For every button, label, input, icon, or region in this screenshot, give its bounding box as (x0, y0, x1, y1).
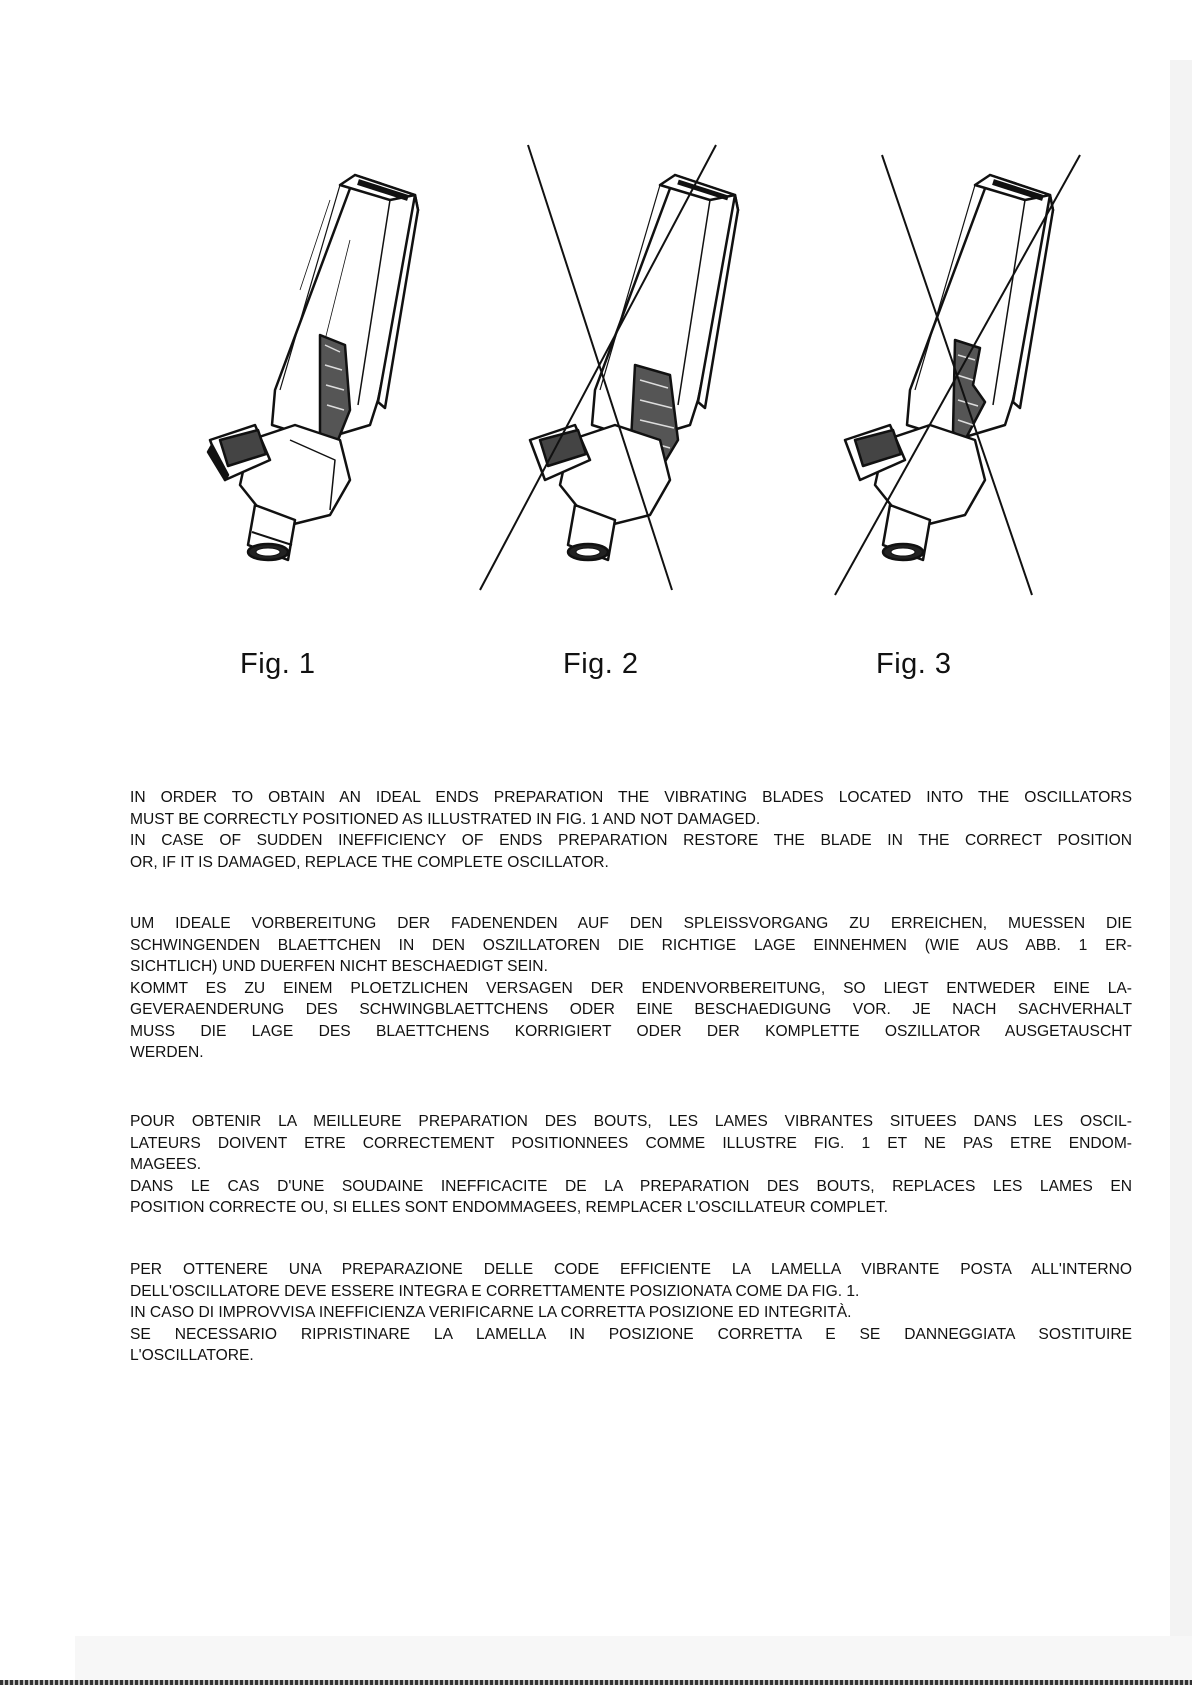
text-line: IN ORDER TO OBTAIN AN IDEAL ENDS PREPARATION THE VIBRATING BLADES LOCATED INTO THE OSCILLATORS (130, 789, 1132, 806)
text-line: MUST BE CORRECTLY POSITIONED AS ILLUSTRATED IN FIG. 1 AND NOT DAMAGED. (130, 810, 761, 828)
text-line: LATEURS DOIVENT ETRE CORRECTEMENT POSITIONNEES COMME ILLUSTRE FIG. 1 ET NE PAS ETRE ENDOM- (130, 1134, 1132, 1152)
text-line: SCHWINGENDEN BLAETTCHEN IN DEN OSZILLATOREN DIE RICHTIGE LAGE EINNEHMEN (WIE AUS ABB. 1 ER- (130, 936, 1132, 954)
figure-2 (500, 140, 800, 610)
oscillator-correct-illustration (180, 140, 480, 610)
figure-3-caption: Fig. 3 (876, 648, 952, 680)
text-line: IN CASE OF SUDDEN INEFFICIENCY OF ENDS PREPARATION RESTORE THE BLADE IN THE CORRECT POSITION (130, 832, 1132, 849)
text-line: POSITION CORRECTE OU, SI ELLES SONT ENDOMMAGEES, REMPLACER L'OSCILLATEUR COMPLET. (130, 1199, 888, 1216)
scan-bottom-edge (0, 1680, 1192, 1685)
text-line: MAGEES. (130, 1156, 202, 1173)
paragraph-german (130, 913, 1132, 1064)
text-line: UM IDEALE VORBEREITUNG DER FADENENDEN AUF DEN SPLEISSVORGANG ZU ERREICHEN, MUESSEN DIE (130, 915, 1132, 932)
scan-bottom-shade (75, 1636, 1192, 1680)
text-line: GEVERAENDERUNG DES SCHWINGBLAETTCHENS ODER EINE BESCHAEDIGUNG VOR. JE NACH SACHVERHALT (130, 1001, 1132, 1018)
text-line: MUSS DIE LAGE DES BLAETTCHENS KORRIGIERT ODER DER KOMPLETTE OSZILLATOR AUSGETAUSCHT (130, 1022, 1132, 1040)
figure-1 (180, 140, 480, 610)
figure-2-caption: Fig. 2 (563, 648, 639, 680)
text-line: KOMMT ES ZU EINEM PLOETZLICHEN VERSAGEN DER ENDENVORBEREITUNG, SO LIEGT ENTWEDER EINE LA- (130, 979, 1132, 997)
oscillator-wrong-position-illustration (500, 140, 800, 610)
figure-3 (815, 140, 1115, 610)
text-line: DELL'OSCILLATORE DEVE ESSERE INTEGRA E CORRETTAMENTE POSIZIONATA COME DA FIG. 1. (130, 1282, 860, 1300)
paragraph-english (130, 787, 1132, 873)
paragraph-french (130, 1111, 1132, 1219)
text-line: IN CASO DI IMPROVVISA INEFFICIENZA VERIFICARNE LA CORRETTA POSIZIONE ED INTEGRITÀ. (130, 1304, 852, 1321)
oscillator-damaged-illustration (815, 140, 1115, 610)
text-line: OR, IF IT IS DAMAGED, REPLACE THE COMPLETE OSCILLATOR. (130, 853, 609, 871)
scan-right-shade (1170, 60, 1192, 1685)
text-line: WERDEN. (130, 1044, 204, 1061)
text-line: PER OTTENERE UNA PREPARAZIONE DELLE CODE EFFICIENTE LA LAMELLA VIBRANTE POSTA ALL'INTERNO (130, 1261, 1132, 1278)
paragraph-italian (130, 1259, 1132, 1367)
text-line: L'OSCILLATORE. (130, 1347, 254, 1364)
text-line: SE NECESSARIO RIPRISTINARE LA LAMELLA IN POSIZIONE CORRETTA E SE DANNEGGIATA SOSTITUIRE (130, 1325, 1132, 1343)
figure-1-caption: Fig. 1 (240, 648, 316, 680)
text-line: SICHTLICH) UND DUERFEN NICHT BESCHAEDIGT SEIN. (130, 958, 548, 975)
text-line: POUR OBTENIR LA MEILLEURE PREPARATION DES BOUTS, LES LAMES VIBRANTES SITUEES DANS LES OSCIL- (130, 1113, 1132, 1130)
text-line: DANS LE CAS D'UNE SOUDAINE INEFFICACITE DE LA PREPARATION DES BOUTS, REPLACES LES LAMES EN (130, 1177, 1132, 1195)
cross-line-2 (835, 155, 1080, 595)
